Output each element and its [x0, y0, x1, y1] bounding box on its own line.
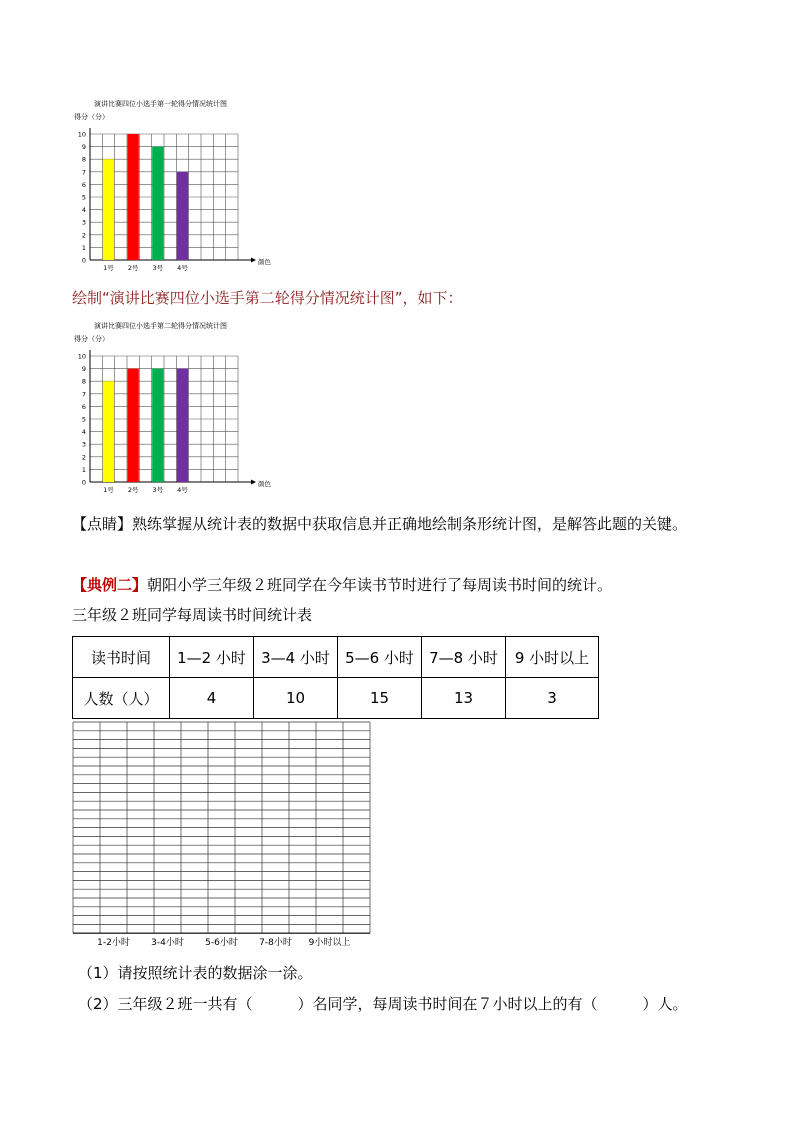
table-title: 三年级２班同学每周读书时间统计表	[72, 606, 313, 624]
chart-first-round-svg	[72, 96, 292, 276]
table-cell: 15	[338, 678, 422, 719]
y-tick-label: 3	[81, 218, 86, 227]
table-cell: 10	[254, 678, 338, 719]
y-tick-label: 0	[81, 478, 86, 487]
example-text: 朝阳小学三年级２班同学在今年读书节时进行了每周读书时间的统计。	[147, 576, 613, 594]
question-1: （1）请按照统计表的数据涂一涂。	[78, 964, 313, 982]
x-tick-label: 2号	[127, 264, 139, 272]
x-tick-label: 3号	[152, 486, 164, 494]
example-tag: 【典例二】	[72, 576, 148, 594]
bar	[152, 369, 163, 482]
y-tick-label: 2	[81, 453, 86, 462]
bar	[103, 159, 114, 260]
x-tick-label: 7-8小时	[259, 938, 292, 949]
x-axis-arrow	[251, 258, 256, 263]
x-tick-label: 3号	[152, 264, 164, 272]
dianjing-paragraph	[72, 511, 712, 538]
table-row-label: 人数（人）	[73, 678, 170, 719]
dianjing-tag: 【点睛】	[72, 515, 133, 533]
y-tick-label: 0	[81, 256, 86, 265]
x-tick-label: 2号	[127, 486, 139, 494]
y-tick-label: 1	[81, 465, 86, 474]
x-tick-label: 5-6小时	[205, 938, 238, 949]
x-tick-label: 4号	[177, 264, 188, 272]
y-tick-label: 2	[81, 231, 86, 240]
table-header-cell: 读书时间	[73, 637, 170, 678]
table-cell: 13	[422, 678, 506, 719]
chart-second-round-svg	[72, 318, 292, 498]
table-header-cell: 1—2 小时	[170, 637, 254, 678]
x-tick-label: 4号	[177, 486, 188, 494]
y-tick-label: 10	[77, 130, 86, 139]
bar	[103, 381, 114, 482]
y-axis-label: 得分（分）	[74, 113, 109, 121]
x-tick-label: 3-4小时	[151, 938, 184, 949]
y-tick-label: 1	[81, 243, 86, 252]
x-axis-arrow	[251, 480, 256, 485]
bar	[152, 147, 163, 260]
question-2: （2）三年级２班一共有（ ）名同学，每周读书时间在７小时以上的有（ ）人。	[78, 995, 688, 1013]
y-tick-label: 6	[81, 180, 86, 189]
bar	[177, 369, 188, 482]
x-tick-label: 1-2小时	[97, 938, 130, 949]
y-tick-label: 7	[81, 390, 86, 399]
table-cell: 4	[170, 678, 254, 719]
table-header-cell: 3—4 小时	[254, 637, 338, 678]
instruction-line: 绘制“演讲比赛四位小选手第二轮得分情况统计图”，如下：	[72, 289, 463, 307]
chart-title: 演讲比赛四位小选手第二轮得分情况统计图	[94, 322, 227, 330]
dianjing-text: 熟练掌握从统计表的数据中获取信息并正确地绘制条形统计图，是解答此题的关键。	[132, 515, 688, 533]
coloring-grid-svg[interactable]	[72, 720, 372, 950]
y-tick-label: 9	[81, 365, 86, 374]
table-cell: 3	[506, 678, 599, 719]
bar	[128, 134, 139, 260]
table-header-cell: 5—6 小时	[338, 637, 422, 678]
stats-table-wrap	[72, 636, 599, 719]
x-tick-label: 1号	[103, 486, 114, 494]
x-axis-label: 颜色	[258, 480, 271, 488]
bar	[128, 369, 139, 482]
table-header-cell: 9 小时以上	[506, 637, 599, 678]
x-tick-label: 9小时以上	[308, 938, 351, 949]
x-tick-label: 1号	[103, 264, 114, 272]
y-tick-label: 9	[81, 143, 86, 152]
y-tick-label: 3	[81, 440, 86, 449]
y-tick-label: 6	[81, 402, 86, 411]
y-tick-label: 10	[77, 352, 86, 361]
y-tick-label: 4	[81, 206, 86, 215]
x-axis-label: 颜色	[258, 258, 271, 266]
chart-second-round	[72, 318, 292, 498]
table-data-row	[73, 678, 599, 719]
y-tick-label: 8	[81, 377, 86, 386]
stats-table	[72, 636, 599, 719]
y-tick-label: 5	[81, 415, 86, 424]
chart-title: 演讲比赛四位小选手第一轮得分情况统计图	[94, 100, 227, 108]
chart-first-round	[72, 96, 292, 276]
y-tick-label: 5	[81, 193, 86, 202]
y-axis-label: 得分（分）	[74, 335, 109, 343]
y-tick-label: 8	[81, 155, 86, 164]
y-tick-label: 7	[81, 168, 86, 177]
example-paragraph	[72, 574, 612, 596]
y-tick-label: 4	[81, 428, 86, 437]
table-header-row	[73, 637, 599, 678]
table-header-cell: 7—8 小时	[422, 637, 506, 678]
coloring-grid[interactable]	[72, 720, 372, 950]
bar	[177, 172, 188, 260]
